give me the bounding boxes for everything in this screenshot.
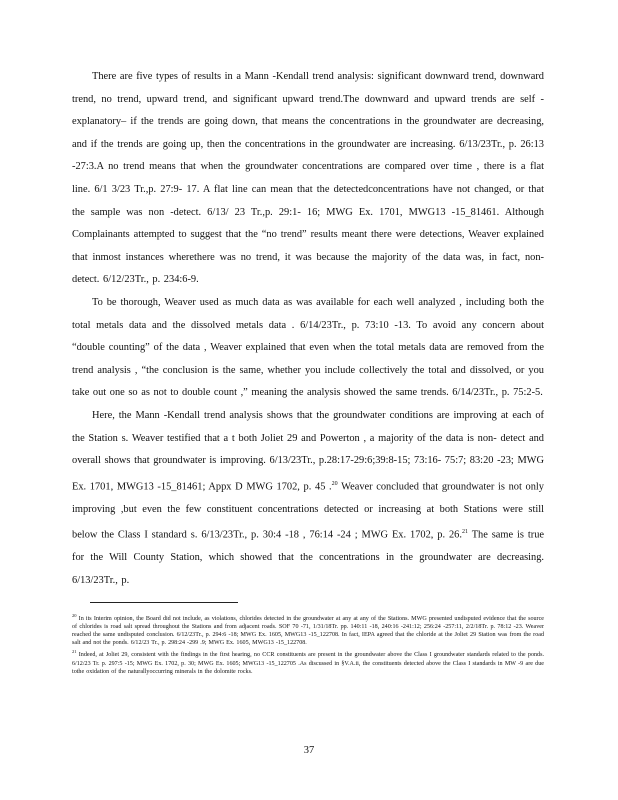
paragraph-will-county-text: The same is true for the Will County Station, which showed that the concentrations in the groundwater are decreasing. 6/13/23Tr., p. xyxy=(72,529,545,586)
footnote-ref-20[interactable]: 20 xyxy=(331,480,338,487)
footnote-ref-21[interactable]: 21 xyxy=(461,529,468,536)
footnote-text: In its Interim opinion, the Board did not include, as violations, chlorides detected in the groundwater at any at any of the Stations. MWG presented undisputed evidence that the source of chlorides is road salt spread throughout the Stations and from adjacent roads. SOF 70 -71, 1/31/18Tr. pp. 140:11 -18, 240:16 -241:12; 256:24 -257:11, 2/2/18Tr. p. 78:12 -23. Weaver reached the same undisputed conclusion. 6/12/23Tr., p. 294:6 -18; MWG Ex. 1605, MWG13 -15_122708. In fact, IEPA agreed that the chloride at the Joliet 29 Station was from the road salt and not the ponds. 6/12/23 Tr., p. 298:24 -299 .9; MWG Ex. 1605, MWG13 -15_122708. xyxy=(72,616,544,647)
paragraph-trend-findings-text: Here, the Mann -Kendall trend analysis shows that the groundwater conditions are improving at each of the Station s. Weaver testified that a t both Joliet 29 and Powerton , a majority of the data is non- detect and overall shows that groundwater is improving. 6/13/23Tr., p.28:17-29:6;39:8-15; 73:16- 75:7; 83:20 -23; MWG Ex. 1701, MWG13 -15_81461; Appx D MWG 1702, p. 45 . xyxy=(72,409,544,493)
footnote-text: Indeed, at Joliet 29, consistent with the findings in the first hearing, no CCR constituents are present in the groundwater above the Class I groundwater standards related to the ponds. 6/12/23 Tr. p. 297:5 -15; MWG Ex. 1702, p. 30; MWG Ex. 1605; MWG13 -15_122705 .As discussed in §V.A.ii, the constituents detected above the Class I standards in MW -9 are due tothe oxidation of the naturallyoccurring minerals in the dolomite rocks. xyxy=(72,652,544,675)
footnote-number: 21 xyxy=(72,649,77,655)
footnote-21 xyxy=(72,648,544,675)
body-text xyxy=(72,66,544,593)
paragraph-weaver-conclusion-text: Weaver concluded that groundwater is not only improving ,but even the few constituent concentrations detected or increasing at both Stations were still below the Class I standard s. 6/13/23Tr., p. 30:4 -18 , 76:14 -24 ; MWG Ex. 1702, p. 26. xyxy=(72,481,544,541)
paragraph-trend-findings xyxy=(72,405,544,593)
footnote-separator xyxy=(90,602,238,603)
paragraph-data-thoroughness: To be thorough, Weaver used as much data as was available for each well analyzed , including both the total metals data and the dissolved metals data . 6/14/23Tr., p. 73:10 -13. To avoid any concern about “double counting” of the data , Weaver explained that even when the total metals data are removed from the trend analysis , “the conclusion is the same, whether you include collectively the total and dissolved, or you take out one so as not to double count ,” meaning the analysis showed the same trends. 6/14/23Tr., p. 75:2-5. xyxy=(72,296,544,399)
footnote-20 xyxy=(72,612,544,647)
page-number: 37 xyxy=(303,745,315,756)
footnote-number: 20 xyxy=(72,613,77,618)
paragraph-mann-kendall-results: There are five types of results in a Mann -Kendall trend analysis: significant downward trend, downward trend, no trend, upward trend, and significant upward trend.The downward and upward trends are self -explanatory– if the trends are going down, that means the concentrations in the groundwater are decreasing, and if the trends are going up, then the concentrations in the groundwater are increasing. 6/13/23Tr., p. 26:13 -27:3.A no trend means that when the groundwater concentrations are compared over time , there is a flat line. 6/1 3/23 Tr.,p. 27:9- 17. A flat line can mean that the detectedconcentrations have not changed, or that the sample was non -detect. 6/13/ 23 Tr.,p. 29:1- 16; MWG Ex. 1701, MWG13 -15_81461. Although Complainants attempted to suggest that the “no trend” results meant there were detections, Weaver explained that inmost instances wherethere was no trend, it was because the majority of the data was, in fact, non-detect. 6/12/23Tr., p. 234:6-9. xyxy=(72,71,544,286)
footnotes xyxy=(72,612,544,677)
